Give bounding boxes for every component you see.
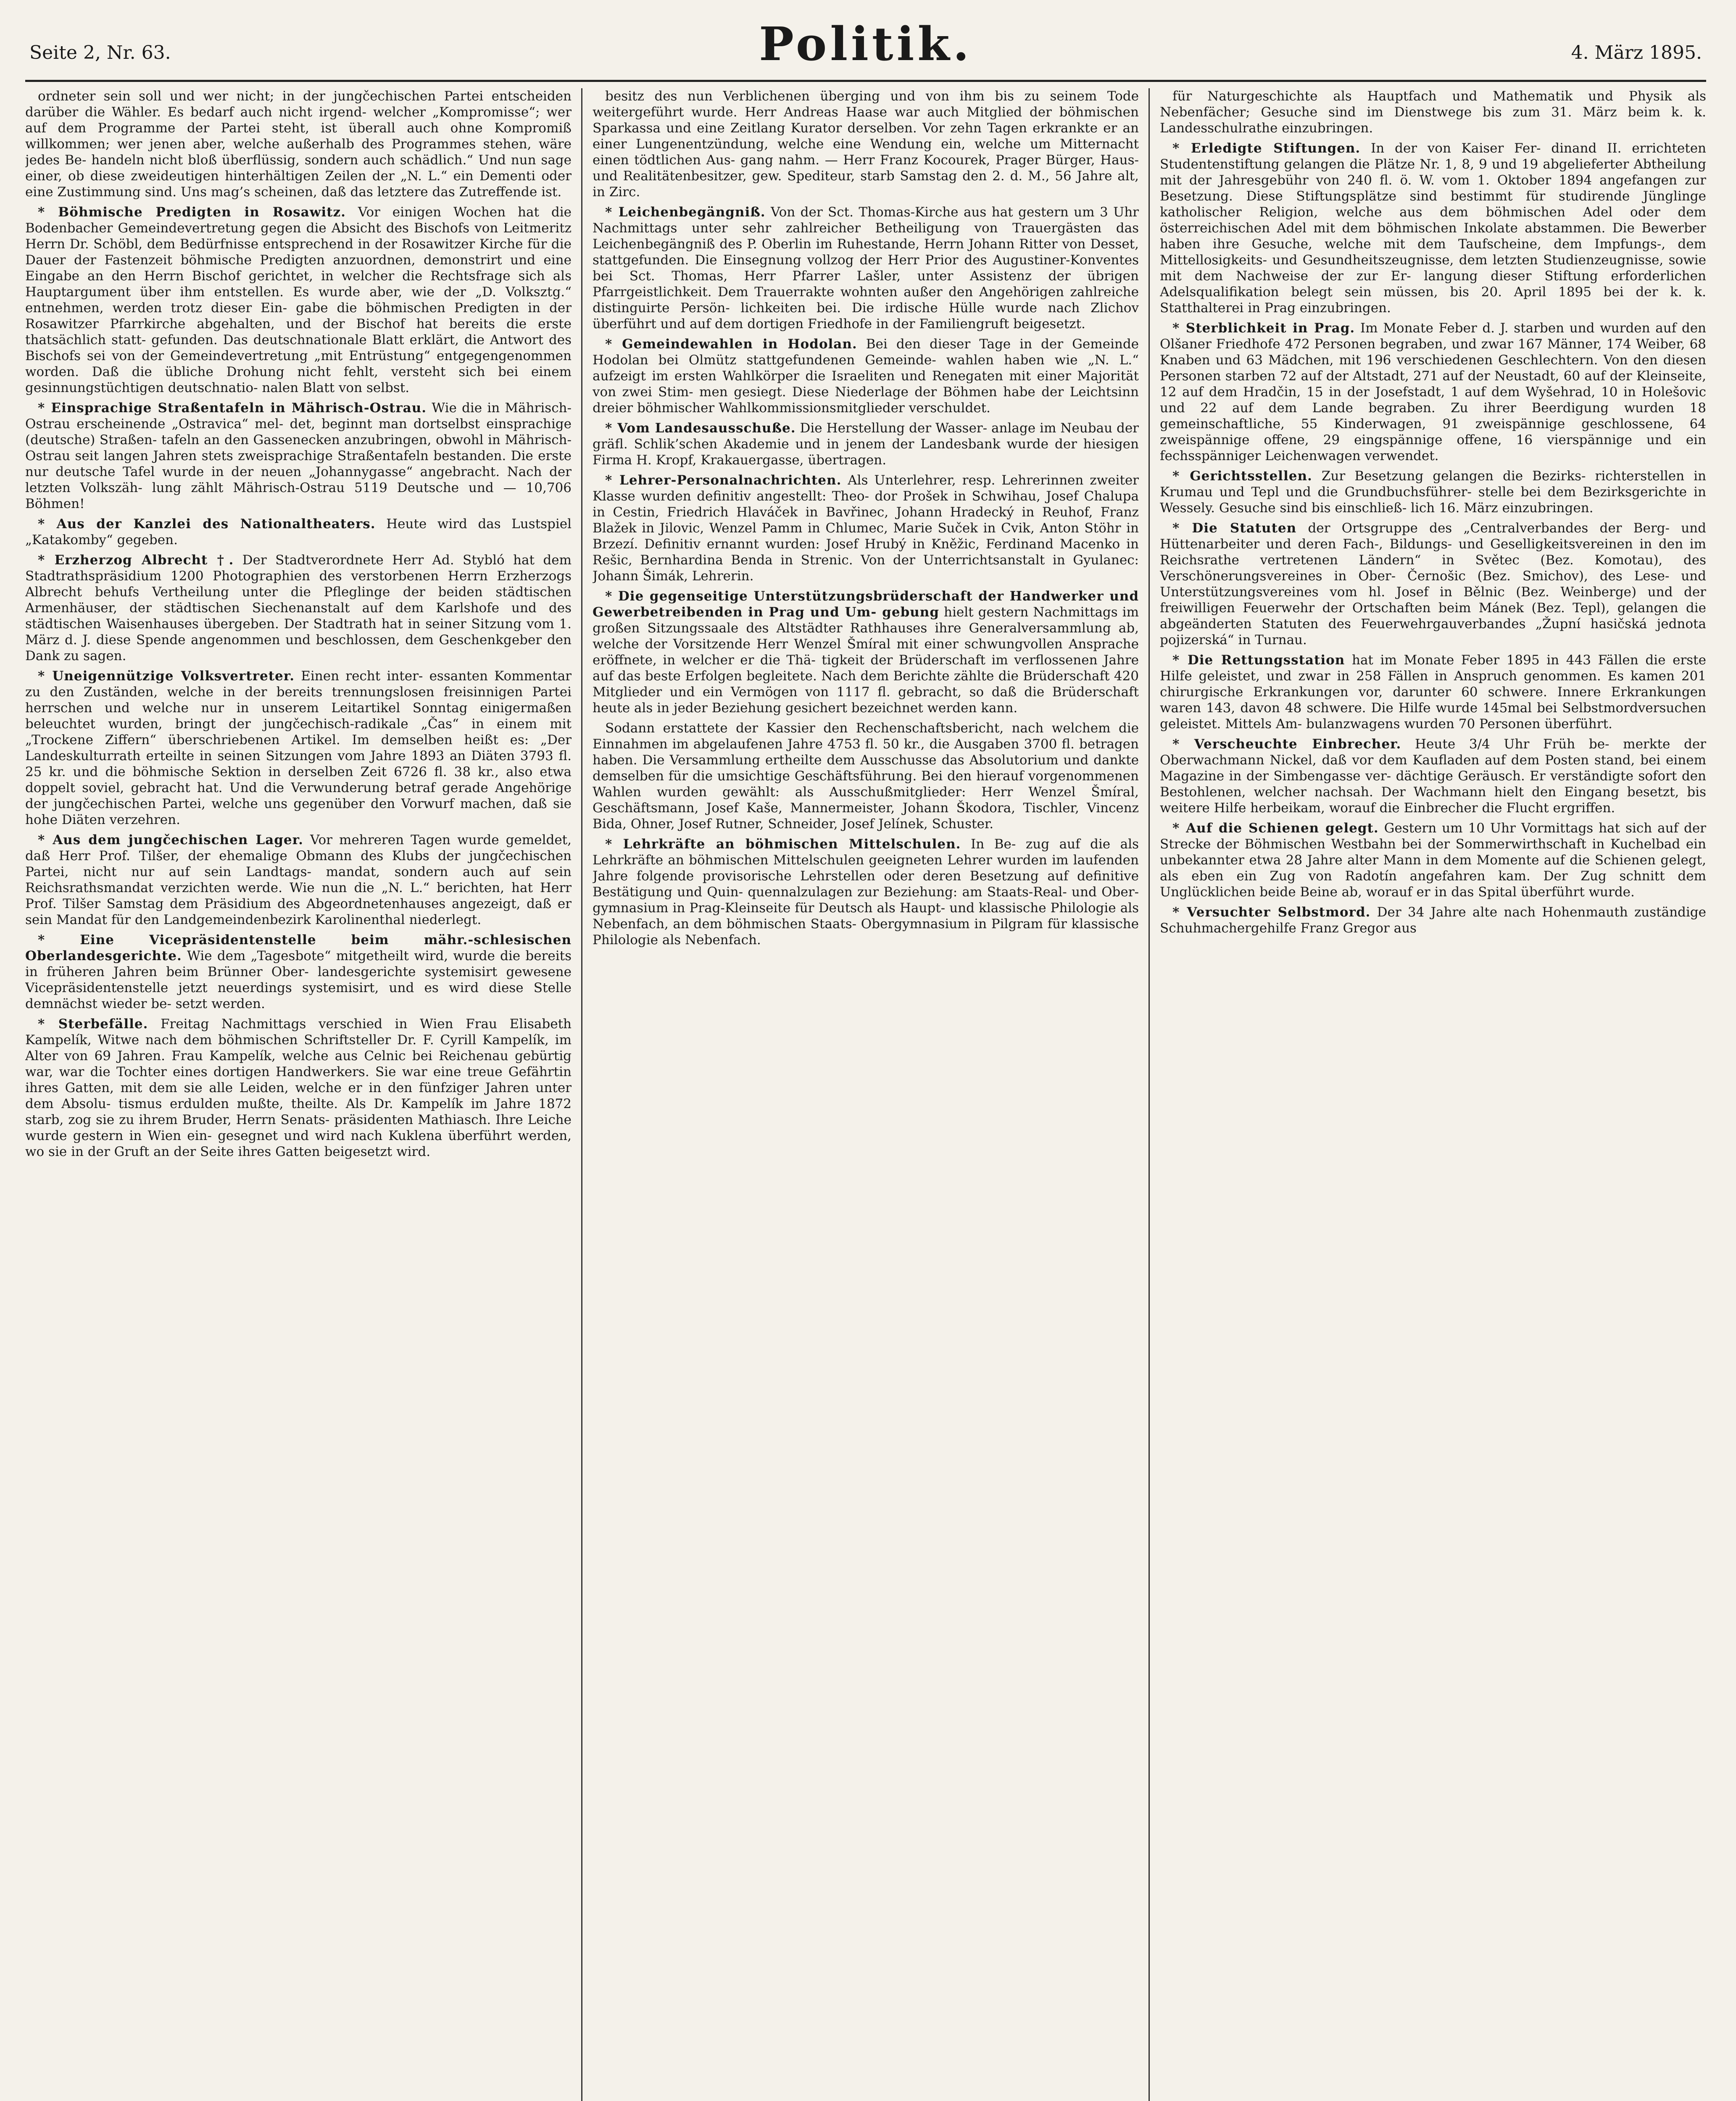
- article-paragraph: [1160, 652, 1706, 732]
- article-paragraph: [593, 472, 1139, 584]
- article-paragraph: [25, 932, 572, 1012]
- article-paragraph: [25, 668, 572, 828]
- article-paragraph: [25, 552, 572, 664]
- article-paragraph: [25, 516, 572, 548]
- article-text: Einen recht inter- essanten Kommentar zu den Zuständen, welche in der bereits trennungslosen freisinnigen Partei herrschen und welche nur in unserem Leitartikel Sonntag einigermaßen beleuchtet wurden, bringt der jungčechisch-radikale „Čas“ in einem mit „Trockene Ziffern“ überschriebenen Artikel. Im demselben heißt es: „Der Landeskulturrath erteilte in seinen Sitzungen vom Jahre 1893 an Diäten 3793 fl. 25 kr. und die böhmische Sektion in derselben Zeit 6726 fl. 38 kr., also etwa doppelt soviel, gebracht hat. Und die Verwunderung betraf gerade Angehörige der jungčechischen Partei, welche uns gegenüber den Vorwurf machen, daß sie hohe Diäten verzehren.: [25, 669, 572, 827]
- article-text: Von der Sct. Thomas-Kirche aus hat gestern um 3 Uhr Nachmittags unter sehr zahlreicher Betheiligung von Trauergästen das Leichenbegängniß des P. Oberlin im Ruhestande, Herrn Johann Ritter von Desset, stattgefunden. Die Einsegnung vollzog der Herr Prior des Augustiner-Konventes bei Sct. Thomas, Herr Pfarrer Lašler, unter Assistenz der übrigen Pfarrgeistlichkeit. Dem Trauerrakte wohnten außer den Angehörigen zahlreiche distinguirte Persön- lichkeiten bei. Die irdische Hülle wurde nach Zlichov überführt und auf dem dortigen Friedhofe in der Familiengruft beigesetzt.: [593, 205, 1139, 332]
- article: [25, 668, 572, 828]
- article-text: Gestern um 10 Uhr Vormittags hat sich auf der Strecke der Böhmischen Westbahn bei der Sommerwirthschaft in Kuchelbad ein unbekannter etwa 28 Jahre alter Mann in dem Momente auf die Schienen gelegt, als eben ein Zug von Radotín angefahren kam. Der Zug schnitt dem Unglücklichen beide Beine ab, worauf er in das Spital überführt wurde.: [1160, 821, 1706, 900]
- article-paragraph: [593, 336, 1139, 416]
- article: [593, 836, 1139, 948]
- article-paragraph: [593, 588, 1139, 716]
- article-text: hat im Monate Feber 1895 in 443 Fällen die erste Hilfe geleistet, und zwar in 258 Fällen in Anspruch genommen. Es kamen 201 chirurgische Erkrankungen vor, darunter 60 schwere. Innere Erkrankungen waren 143, davon 48 schwere. Die Hilfe wurde 145mal bei Selbstmordversuchen geleistet. Mittels Am- bulanzwagens wurden 70 Personen überführt.: [1160, 653, 1706, 732]
- article-paragraph: [593, 88, 1139, 200]
- article-text: Die Herstellung der Wasser- anlage im Neubau der gräfl. Schlik’schen Akademie und in jenem der Landesbank wurde der hiesigen Firma H. Kropf, Krakauergasse, übertragen.: [593, 421, 1139, 468]
- article: [25, 1016, 572, 1160]
- issue-date: 4. März 1895.: [1571, 42, 1702, 63]
- page-reference: Seite 2, Nr. 63.: [29, 42, 171, 63]
- article-paragraph: [1160, 904, 1706, 936]
- article-headline: * Auf die Schienen gelegt.: [1172, 821, 1379, 836]
- article: [1160, 652, 1706, 732]
- article-headline: * Aus der Kanzlei des Nationaltheaters.: [38, 516, 376, 532]
- article-headline: * Aus dem jungčechischen Lager.: [38, 832, 303, 848]
- article-paragraph: [593, 720, 1139, 832]
- article-text: Heute wird das Lustspiel „Katakomby“ gegeben.: [25, 516, 572, 548]
- article: [1160, 520, 1706, 648]
- masthead: [25, 17, 1706, 82]
- article-paragraph: [593, 836, 1139, 948]
- column-1: [25, 88, 572, 2101]
- article-headline: * Versuchter Selbstmord.: [1172, 905, 1371, 920]
- article: [1160, 820, 1706, 900]
- article-paragraph: [25, 832, 572, 928]
- article-paragraph: [25, 400, 572, 512]
- article-headline: * Gemeindewahlen in Hodolan.: [605, 337, 857, 352]
- article: [593, 88, 1139, 200]
- article: [1160, 736, 1706, 816]
- article: [1160, 88, 1706, 136]
- article-paragraph: [1160, 736, 1706, 816]
- article-headline: * Die gegenseitige Unterstützungsbrüderschaft der Handwerker und Gewerbetreibenden in Prag und Um- gebung: [593, 589, 1139, 620]
- article: [25, 88, 572, 200]
- article-text: hielt gestern Nachmittags im großen Sitzungssaale des Altstädter Rathhauses ihre Generalversammlung ab, welche der Vorsitzende Herr Wenzel Šmíral mit einer schwungvollen Ansprache eröffnete, in welcher er die Thä- tigkeit der Brüderschaft im verflossenen Jahre auf das beste Erfolgen begleitete. Nach dem Berichte zählte die Brüderschaft 420 Mitglieder und ein Vermögen von 1117 fl. gebracht, so daß die Brüderschaft heute als in jeder Beziehung gesichert bezeichnet werden kann.: [593, 605, 1139, 716]
- article-headline: * Lehrer-Personalnachrichten.: [605, 473, 842, 488]
- article-paragraph: [1160, 320, 1706, 464]
- article-headline: * Uneigennützige Volksvertreter.: [38, 669, 295, 684]
- article-text: Im Monate Feber d. J. starben und wurden auf den Olšaner Friedhofe 472 Personen begraben, und zwar 167 Männer, 174 Weiber, 68 Knaben und 63 Mädchen, mit 196 verschiedenen Geschlechtern. Von den diesen Personen starben 72 auf der Altstadt, 271 auf der Neustadt, 60 auf der Kleinseite, 12 auf dem Hradčin, 15 in der Josefstadt, 1 auf dem Wyšehrad, 10 in Holešovic und 22 auf dem Lande begraben. Zu ihrer Beerdigung wurden 18 gemeinschaftliche, 55 Kinderwagen, 91 zweispännige geschlossene, 64 zweispännige offene, 29 eingspännige offene, 16 vierspännige und ein fechsspänniger Leichenwagen verwendet.: [1160, 321, 1706, 463]
- column-3: [1160, 88, 1706, 2101]
- article: [25, 932, 572, 1012]
- article-text: Vor mehreren Tagen wurde gemeldet, daß Herr Prof. Tilšer, der ehemalige Obmann des Klubs der jungčechischen Partei, nicht nur auf sein Landtags- mandat, sondern auch auf sein Reichsrathsmandat verzichten werde. Wie nun die „N. L.“ berichten, hat Herr Prof. Tilšer Samstag dem Präsidium des Abgeordnetenhauses angezeigt, daß er sein Mandat für den Landgemeindenbezirk Karolinenthal niederlegt.: [25, 832, 572, 927]
- article: [1160, 904, 1706, 936]
- column-2: [593, 88, 1139, 2101]
- article-paragraph: [1160, 88, 1706, 136]
- article-text: In der von Kaiser Fer- dinand II. errichteten Studentenstiftung gelangen die Plätze Nr. 1, 8, 9 und 19 abgelieferter Abtheilung mit der Jahresgebühr von 240 fl. ö. W. vom 1. Oktober 1894 angefangen zur Besetzung. Diese Stiftungsplätze sind bestimmt für studirende Jünglinge katholischer Religion, welche aus dem böhmischen Adel oder dem österreichischen Adel mit dem böhmischen Inkolate abstammen. Die Bewerber haben ihre Gesuche, welche mit dem Taufscheine, dem Impfungs-, dem Mittellosigkeits- und Gesundheitszeugnisse, dem letzten Studienzeugnisse, sowie mit dem Nachweise der zur Er- langung dieser Stiftung erforderlichen Adelsqualifikation belegt sein müssen, bis 20. April 1895 bei der k. k. Statthalterei in Prag einzubringen.: [1160, 141, 1706, 316]
- article-headline: * Die Statuten: [1172, 521, 1297, 536]
- article-headline: * Sterblichkeit in Prag.: [1172, 321, 1355, 336]
- article-headline: * Sterbefälle.: [38, 1016, 148, 1032]
- section-title: Politik.: [759, 17, 972, 71]
- column-divider: [1149, 88, 1150, 2101]
- article-headline: * Die Rettungsstation: [1172, 653, 1345, 668]
- article-paragraph: [25, 1016, 572, 1160]
- article: [593, 472, 1139, 584]
- article-paragraph: [593, 204, 1139, 332]
- article: [25, 552, 572, 664]
- article-text: Freitag Nachmittags verschied in Wien Frau Elisabeth Kampelík, Witwe nach dem böhmischen Schriftsteller Dr. F. Cyrill Kampelík, im Alter von 69 Jahren. Frau Kampelík, welche aus Celnic bei Reichenau gebürtig war, war die Tochter eines dortigen Handwerkers. Sie war eine treue Gefährtin ihres Gatten, mit dem sie alle Leiden, welche er in den fünfziger Jahren unter dem Absolu- tismus erdulden mußte, theilte. Als Dr. Kampelík im Jahre 1872 starb, zog sie zu ihrem Bruder, Herrn Senats- präsidenten Mathiasch. Ihre Leiche wurde gestern in Wien ein- gesegnet und wird nach Kuklena überführt werden, wo sie in der Gruft an der Seite ihres Gatten beigesetzt wird.: [25, 1016, 572, 1159]
- article-headline: * Vom Landesausschuße.: [605, 421, 796, 436]
- article-headline: * Leichenbegängniß.: [605, 205, 766, 220]
- article-headline: * Gerichtsstellen.: [1172, 469, 1312, 484]
- article-text: Zur Besetzung gelangen die Bezirks- richterstellen in Krumau und Tepl und die Grundbuchsführer- stelle bei dem Bezirksgerichte in Wessely. Gesuche sind bis einschließ- lich 16. März einzubringen.: [1160, 469, 1706, 516]
- article: [593, 336, 1139, 416]
- article-headline: * Verscheuchte Einbrecher.: [1172, 737, 1401, 752]
- article-text: Vor einigen Wochen hat die Bodenbacher Gemeindevertretung gegen die Absicht des Bischofs von Leitmeritz Herrn Dr. Schöbl, dem Bedürfnisse entsprechend in der Rosawitzer Kirche für die Dauer der Fastenzeit böhmische Predigten anzuordnen, demonstrirt und eine Eingabe an den Herrn Bischof gerichtet, in welcher die Rechtsfrage sich als Hauptargument über ihm entstellen. Es wurde aber, wie der „D. Volksztg.“ entnehmen, werden trotz dieser Ein- gabe die böhmischen Predigten in der Rosawitzer Pfarrkirche abgehalten, und der Bischof hat bereits die erste thatsächlich statt- gefunden. Das deutschnationale Blatt erklärt, die Antwort des Bischofs sei von der Gemeindevertretung „mit Entrüstung“ entgegengenommen worden. Daß die übliche Drohung nicht fehlt, versteht sich bei einem gesinnungstüchtigen deutschnatio- nalen Blatt von selbst.: [25, 205, 572, 395]
- article-paragraph: [1160, 468, 1706, 516]
- article-paragraph: [25, 88, 572, 200]
- article: [1160, 468, 1706, 516]
- article: [1160, 320, 1706, 464]
- article-columns: [25, 88, 1706, 2101]
- article: [593, 204, 1139, 332]
- article-headline: * Erledigte Stiftungen.: [1172, 141, 1361, 156]
- article-text: Bei den dieser Tage in der Gemeinde Hodolan bei Olmütz stattgefundenen Gemeinde- wahlen haben wie „N. L.“ aufzeigt im ersten Wahlkörper die Israeliten und Renegaten mit einer Majorität von zwei Stim- men gesiegt. Diese Niederlage der Böhmen habe der Leichtsinn dreier böhmischer Wahlkommissionsmitglieder verschuldet.: [593, 337, 1139, 416]
- article-text: besitz des nun Verblichenen überging und von ihm bis zu seinem Tode weitergeführt wurde. Herr Andreas Haase war auch Mitglied der böhmischen Sparkassa und eine Zeitlang Kurator derselben. Vor zehn Tagen erkrankte er an einer Lungenentzündung, welche eine Wendung ein, welche um Mitternacht einen tödtlichen Aus- gang nahm. — Herr Franz Kocourek, Prager Bürger, Haus- und Realitätenbesitzer, gew. Spediteur, starb Samstag den 2. d. M., 56 Jahre alt, in Zirc.: [593, 89, 1139, 200]
- article-headline: * Lehrkräfte an böhmischen Mittelschulen.: [605, 837, 961, 852]
- article: [593, 588, 1139, 716]
- article-text: Heute 3/4 Uhr Früh be- merkte der Oberwachmann Nickel, daß vor dem Kaufladen auf dem Posten stand, bei einem Magazine in der Simbengasse ver- dächtige Geräusch. Er verständigte sofort den Bestohlenen, welcher nachsah. Der Wachmann hielt den Eingang besetzt, bis weitere Hilfe herbeikam, worauf die Einbrecher die Flucht ergriffen.: [1160, 737, 1706, 816]
- article-text: für Naturgeschichte als Hauptfach und Mathematik und Physik als Nebenfächer; Gesuche sind im Dienstwege bis zum 31. März beim k. k. Landesschulrathe einzubringen.: [1160, 89, 1706, 136]
- article: [25, 204, 572, 396]
- article-text: Der Stadtverordnete Herr Ad. Stybló hat dem Stadtrathspräsidium 1200 Photographien des verstorbenen Herrn Erzherzogs Albrecht behufs Vertheilung unter die Pfleglinge der beiden städtischen Armenhäuser, der städtischen Siechenanstalt auf dem Karlshofe und des städtischen Waisenhauses übergeben. Der Stadtrath hat in seiner Sitzung vom 1. März d. J. diese Spende angenommen und beschlossen, dem Geschenkgeber den Dank zu sagen.: [25, 553, 572, 663]
- article-text: Der 34 Jahre alte nach Hohenmauth zuständige Schuhmachergehilfe Franz Gregor aus: [1160, 905, 1706, 936]
- article-headline: * Böhmische Predigten in Rosawitz.: [38, 205, 346, 220]
- article-headline: * Eine Vicepräsidentenstelle beim mähr.-schlesischen Oberlandesgerichte.: [25, 932, 572, 964]
- article-paragraph: [1160, 820, 1706, 900]
- article: [25, 516, 572, 548]
- article: [593, 420, 1139, 468]
- article: [25, 400, 572, 512]
- article-text: Als Unterlehrer, resp. Lehrerinnen zweiter Klasse wurden definitiv angestellt: Theo- dor Prošek in Schwihau, Josef Chalupa in Cestin, Friedrich Hlaváček in Bavřinec, Johann Hradecký in Reuhof, Franz Blažek in Jilovic, Wenzel Pamm in Chlumec, Marie Suček in Cvik, Anton Stöhr in Brzezí. Definitiv ernannt wurden: Josef Hrubý in Kněžic, Ferdinand Macenko in Rešic, Bernhardina Benda in Strenic. Von der Unterrichtsanstalt in Gyulanec: Johann Šimák, Lehrerin.: [593, 473, 1139, 584]
- article-paragraph: [1160, 140, 1706, 316]
- article-text: In Be- zug auf die als Lehrkräfte an böhmischen Mittelschulen geeigneten Lehrer wurden im laufenden Jahre folgende provisorische Lehrstellen oder deren Besetzung auf definitive Bestätigung und Quin- quennalzulagen zur Beziehung: am Staats-Real- und Ober- gymnasium in Prag-Kleinseite für Deutsch als Haupt- und klassische Philologie als Nebenfach, an dem böhmischen Staats- Obergymnasium in Pilgram für klassische Philologie als Nebenfach.: [593, 837, 1139, 948]
- article-headline: * Erzherzog Albrecht †.: [38, 553, 234, 568]
- newspaper-page: [25, 17, 1706, 2101]
- article-headline: * Einsprachige Straßentafeln in Mährisch-Ostrau.: [38, 400, 427, 416]
- article-paragraph: [1160, 520, 1706, 648]
- article-paragraph: [593, 420, 1139, 468]
- article-text: ordneter sein soll und wer nicht; in der jungčechischen Partei entscheiden darüber die Wähler. Es bedarf auch nicht irgend- welcher „Kompromisse“; wer auf dem Programme der Partei steht, ist überall auch ohne Kompromiß willkommen; wer jenen aber, welche außerhalb des Programmes stehen, wäre jedes Be- handeln nicht bloß überflüssig, sondern auch schädlich.“ Und nun sage einer, ob diese zweideutigen hinterhältigen Zeilen der „N. L.“ ein Dementi oder eine Zustimmung sind. Uns mag’s scheinen, daß das letztere das Zutreffende ist.: [25, 89, 572, 200]
- article-text: Sodann erstattete der Kassier den Rechenschaftsbericht, nach welchem die Einnahmen im abgelaufenen Jahre 4753 fl. 50 kr., die Ausgaben 3700 fl. betragen haben. Die Versammlung ertheilte dem Ausschusse das Absolutorium und dankte demselben für die umsichtige Geschäftsführung. Bei den hierauf vorgenommenen Wahlen wurden gewählt: als Ausschußmitglieder: Herr Wenzel Šmíral, Geschäftsmann, Josef Kaše, Mannermeister, Johann Škodora, Tischler, Vincenz Bida, Ohner, Josef Rutner, Schneider, Josef Jelínek, Schuster.: [593, 721, 1139, 832]
- article: [25, 832, 572, 928]
- article-paragraph: [25, 204, 572, 396]
- article: [593, 720, 1139, 832]
- column-divider: [581, 88, 582, 2101]
- article-text: der Ortsgruppe des „Centralverbandes der Berg- und Hüttenarbeiter und deren Fach-, Bildungs- und Geselligkeitsvereinen in den im Reichsrathe vertretenen Ländern“ in Světec (Bez. Komotau), des Verschönerungsvereines in Ober- Černošic (Bez. Smichov), des Lese- und Unterstützungsvereines vom hl. Josef in Bělnic (Bez. Weinberge) und der freiwilligen Feuerwehr der Ortschaften beim Mánek (Bez. Tepl), gelangen die abgeänderten Statuten des Feuerwehrgauverbandes „Župní hasičská jednota pojizerská“ in Turnau.: [1160, 521, 1706, 648]
- article-text: Wie dem „Tagesbote“ mitgetheilt wird, wurde die bereits in früheren Jahren beim Brünner Ober- landesgerichte systemisirt gewesene Vicepräsidentenstelle jetzt neuerdings systemisirt, und es wird diese Stelle demnächst wieder be- setzt werden.: [25, 948, 572, 1011]
- article-text: Wie die in Mährisch-Ostrau erscheinende „Ostravica“ mel- det, beginnt man dortselbst einsprachige (deutsche) Straßen- tafeln an den Gassenecken anzubringen, obwohl in Mährisch- Ostrau seit langen Jahren stets zweisprachige Straßentafeln bestanden. Die erste nur deutsche Tafel wurde in der neuen „Johannygasse“ angebracht. Nach der letzten Volkszäh- lung zählt Mährisch-Ostrau 5119 Deutsche und — 10,706 Böhmen!: [25, 400, 572, 511]
- article: [1160, 140, 1706, 316]
